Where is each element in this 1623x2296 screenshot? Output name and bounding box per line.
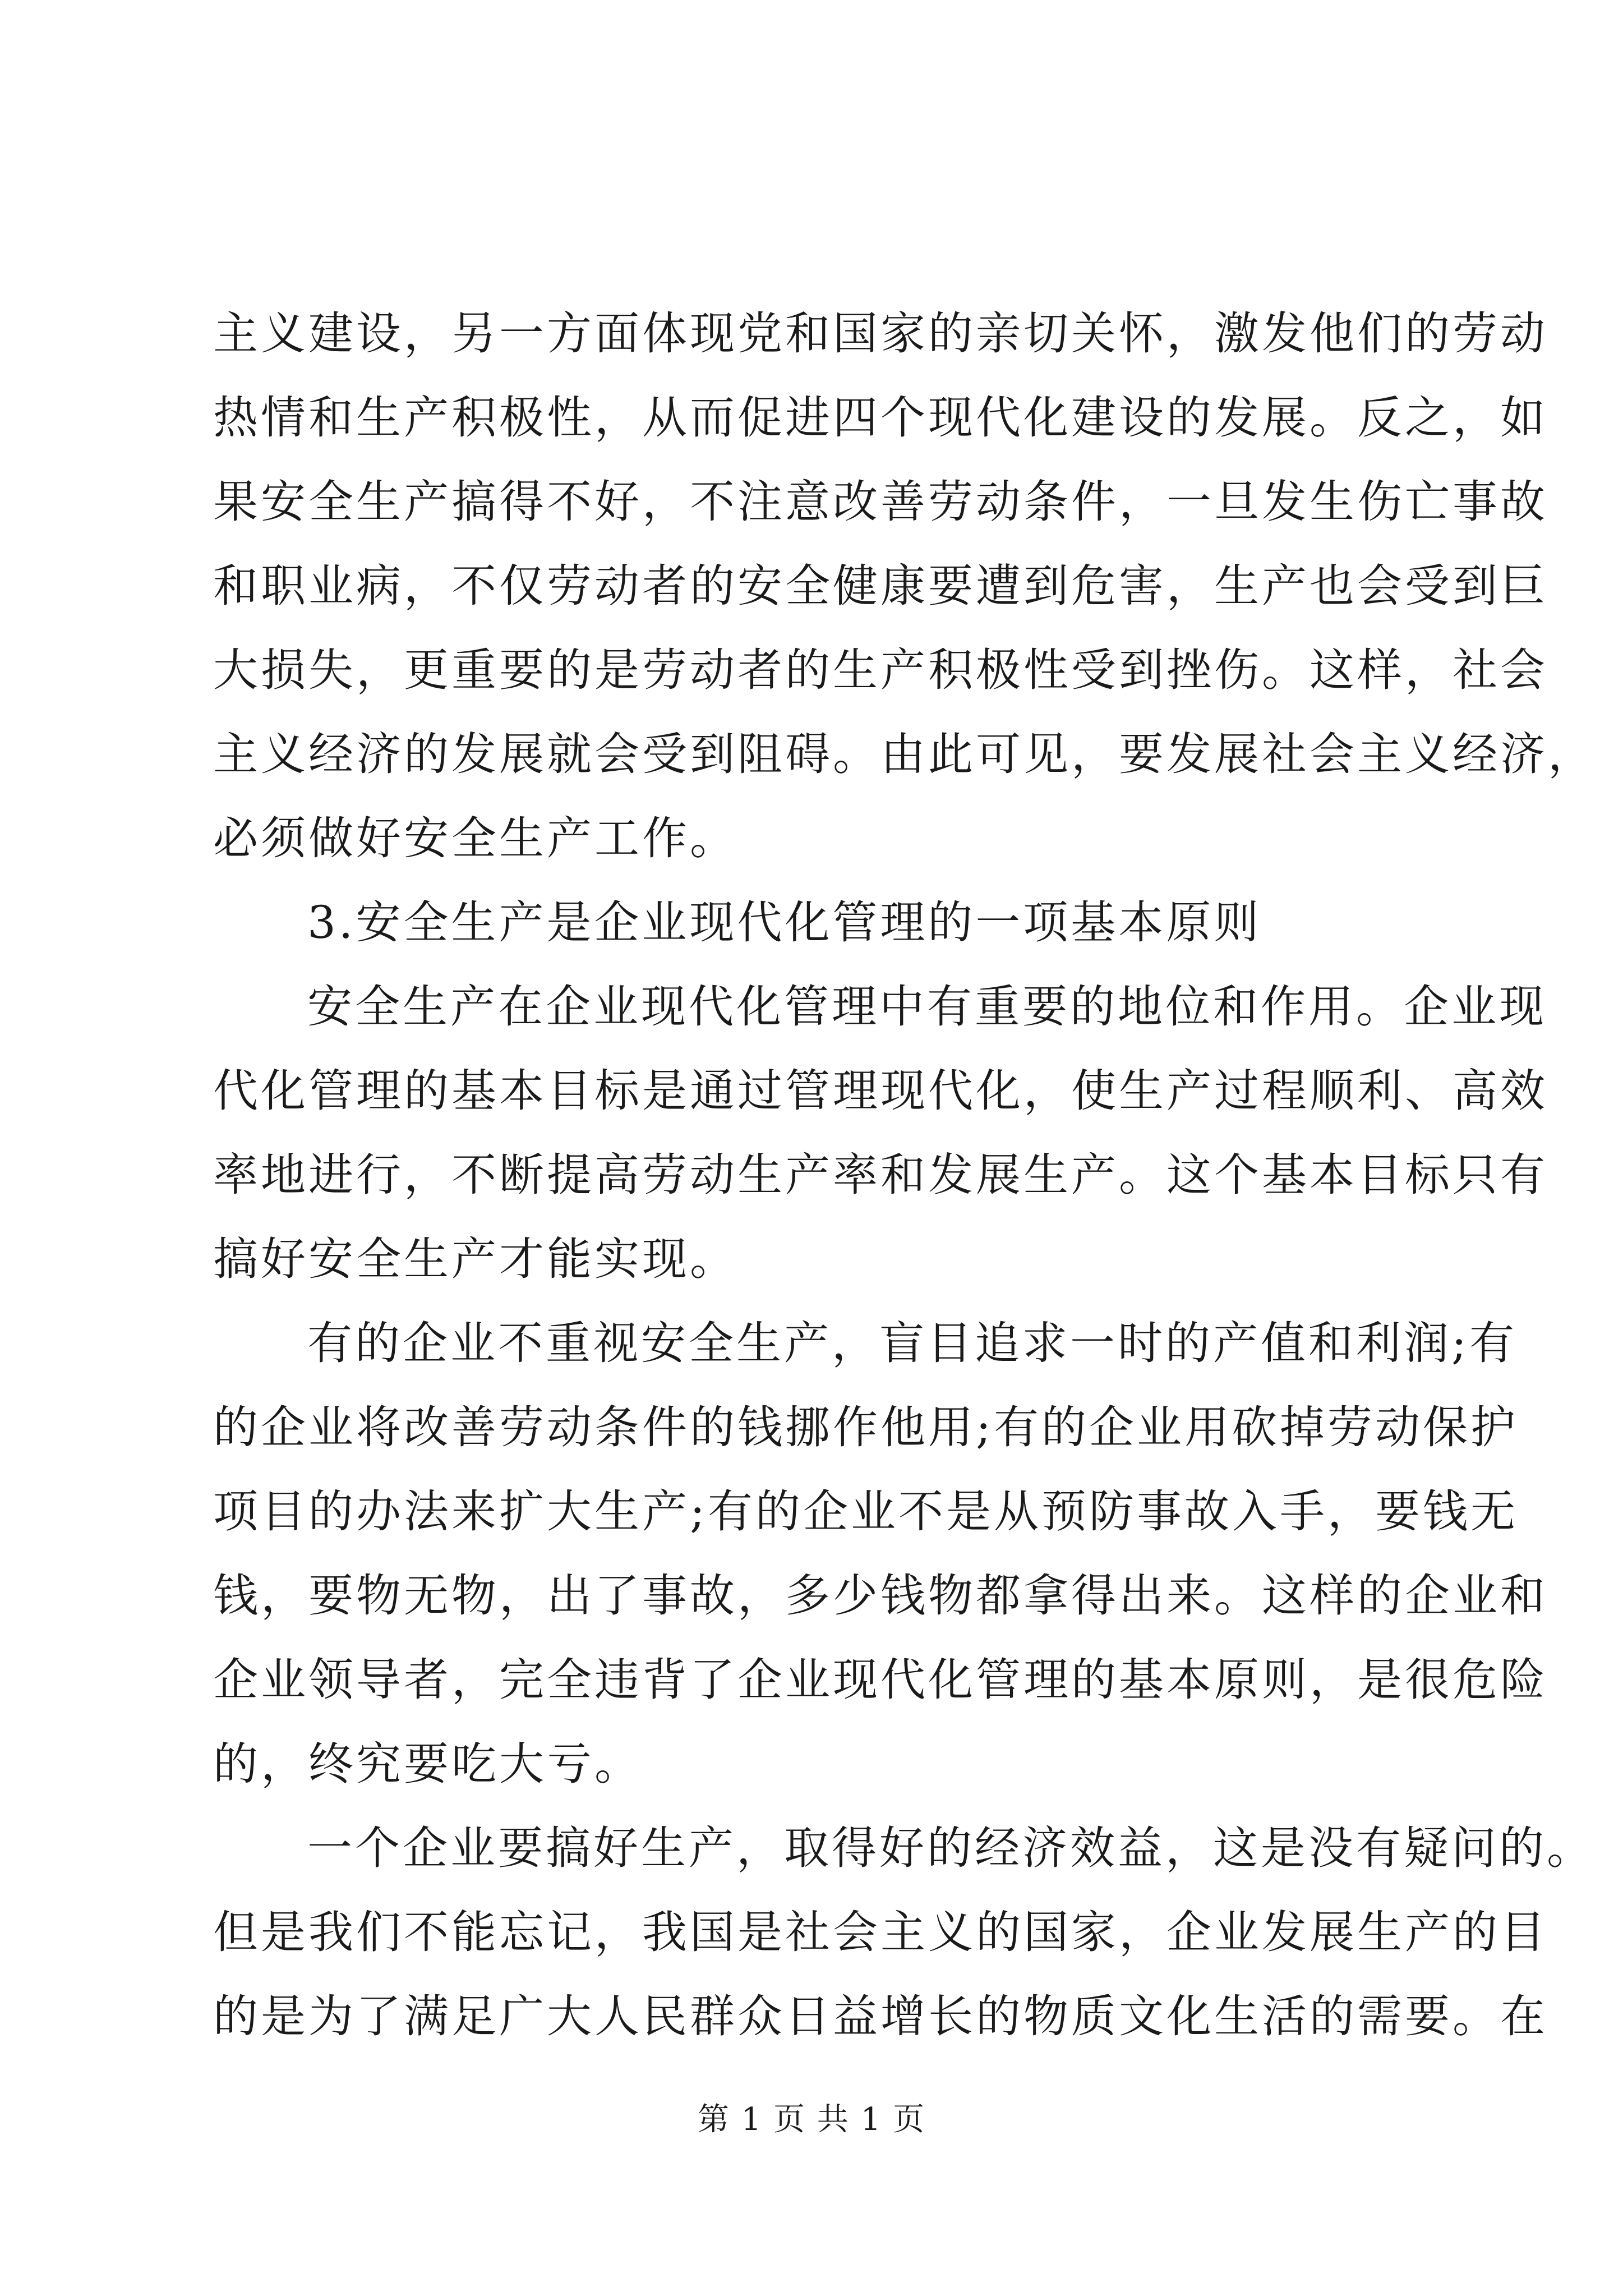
text-line: 钱，要物无物，出了事故，多少钱物都拿得出来。这样的企业和 — [213, 1570, 1548, 1622]
text-line: 率地进行，不断提高劳动生产率和发展生产。这个基本目标只有 — [213, 1149, 1548, 1201]
text-line: 主义建设，另一方面体现党和国家的亲切关怀，激发他们的劳动 — [213, 307, 1548, 360]
text-line: 热情和生产积极性，从而促进四个现代化建设的发展。反之，如 — [213, 392, 1548, 444]
document-body — [213, 292, 1596, 2059]
text-line: 主义经济的发展就会受到阻碍。由此可见，要发展社会主义经济， — [213, 728, 1596, 780]
text-line: 和职业病，不仅劳动者的安全健康要遭到危害，生产也会受到巨 — [213, 560, 1548, 612]
text-line: 的是为了满足广大人民群众日益增长的物质文化生活的需要。在 — [213, 1990, 1548, 2042]
page-footer: 第 1 页 共 1 页 — [697, 2101, 926, 2138]
text-line: 安全生产在企业现代化管理中有重要的地位和作用。企业现 — [307, 981, 1547, 1033]
text-line: 有的企业不重视安全生产，盲目追求一时的产值和利润;有 — [307, 1317, 1517, 1369]
text-line: 搞好安全生产才能实现。 — [213, 1233, 737, 1285]
text-line: 项目的办法来扩大生产;有的企业不是从预防事故入手，要钱无 — [213, 1485, 1518, 1538]
text-line: 但是我们不能忘记，我国是社会主义的国家，企业发展生产的目 — [213, 1906, 1548, 1958]
text-line: 必须做好安全生产工作。 — [213, 812, 737, 864]
text-line: 企业领导者，完全违背了企业现代化管理的基本原则，是很危险 — [213, 1654, 1548, 1706]
text-line: 3.安全生产是企业现代化管理的一项基本原则 — [307, 896, 1262, 949]
text-line: 大损失，更重要的是劳动者的生产积极性受到挫伤。这样，社会 — [213, 644, 1548, 696]
text-line: 果安全生产搞得不好，不注意改善劳动条件，一旦发生伤亡事故 — [213, 476, 1548, 528]
text-line: 的，终究要吃大亏。 — [213, 1738, 642, 1790]
text-line: 一个企业要搞好生产，取得好的经济效益，这是没有疑问的。 — [307, 1822, 1594, 1874]
text-line: 代化管理的基本目标是通过管理现代化，使生产过程顺利、高效 — [213, 1065, 1548, 1117]
text-line: 的企业将改善劳动条件的钱挪作他用;有的企业用砍掉劳动保护 — [213, 1401, 1518, 1453]
